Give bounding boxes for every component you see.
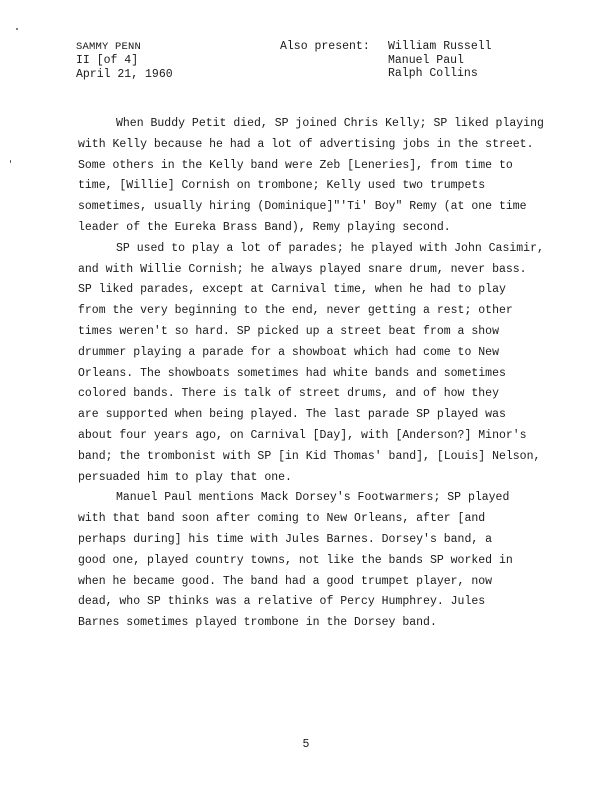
text-line: dead, who SP thinks was a relative of Percy Humphrey. Jules xyxy=(78,595,486,609)
scan-speck xyxy=(10,160,11,163)
text-line: good one, played country towns, not like the bands SP worked in xyxy=(78,553,513,567)
text-line: persuaded him to play that one. xyxy=(78,470,292,484)
text-line: SP used to play a lot of parades; he played with John Casimir, xyxy=(116,241,544,255)
text-line: Manuel Paul mentions Mack Dorsey's Footwarmers; SP played xyxy=(116,491,510,505)
text-line: band; the trombonist with SP [in Kid Thomas' band], [Louis] Nelson, xyxy=(78,449,541,463)
paragraph xyxy=(78,114,578,239)
interview-date: April 21, 1960 xyxy=(76,68,173,81)
text-line: sometimes, usually hiring (Dominique]"'Ti' Boy" Remy (at one time xyxy=(78,200,527,214)
also-present-name: Manuel Paul xyxy=(388,53,464,67)
text-line: about four years ago, on Carnival [Day], with [Anderson?] Minor's xyxy=(78,428,527,442)
text-line: with Kelly because he had a lot of advertising jobs in the street. xyxy=(78,137,534,151)
also-present-name: Ralph Collins xyxy=(388,67,478,80)
reel-label: II [of 4] xyxy=(76,54,139,67)
interviewee-name: SAMMY PENN xyxy=(76,41,142,53)
text-line: Barnes sometimes played trombone in the Dorsey band. xyxy=(78,616,437,630)
text-line: and with Willie Cornish; he always played snare drum, never bass. xyxy=(78,262,527,276)
transcript-body xyxy=(78,114,578,634)
text-line: Orleans. The showboats sometimes had white bands and sometimes xyxy=(78,366,506,380)
scan-speck xyxy=(16,28,18,30)
paragraph xyxy=(78,239,578,489)
text-line: When Buddy Petit died, SP joined Chris Kelly; SP liked playing xyxy=(116,117,544,130)
text-line: with that band soon after coming to New Orleans, after [and xyxy=(78,512,486,526)
text-line: SP liked parades, except at Carnival time, when he had to play xyxy=(78,283,506,297)
also-present-label: Also present: xyxy=(280,40,370,53)
text-line: colored bands. There is talk of street drums, and of how they xyxy=(78,387,499,401)
text-line: Some others in the Kelly band were Zeb [Leneries], from time to xyxy=(78,158,513,172)
header-left xyxy=(76,40,173,82)
text-line: times weren't so hard. SP picked up a street beat from a show xyxy=(78,324,499,338)
text-line: perhaps during] his time with Jules Barnes. Dorsey's band, a xyxy=(78,532,493,546)
text-line: from the very beginning to the end, never getting a rest; other xyxy=(78,304,513,318)
text-line: when he became good. The band had a good trumpet player, now xyxy=(78,574,493,588)
paragraph xyxy=(78,488,578,634)
also-present-list xyxy=(388,40,492,81)
text-line: time, [Willie] Cornish on trombone; Kelly used two trumpets xyxy=(78,179,486,193)
text-line: drummer playing a parade for a showboat which had come to New xyxy=(78,345,499,359)
page-number: 5 xyxy=(302,738,310,751)
also-present-name: William Russell xyxy=(388,40,492,53)
text-line: are supported when being played. The last parade SP played was xyxy=(78,408,506,422)
text-line: leader of the Eureka Brass Band), Remy playing second. xyxy=(78,220,451,234)
